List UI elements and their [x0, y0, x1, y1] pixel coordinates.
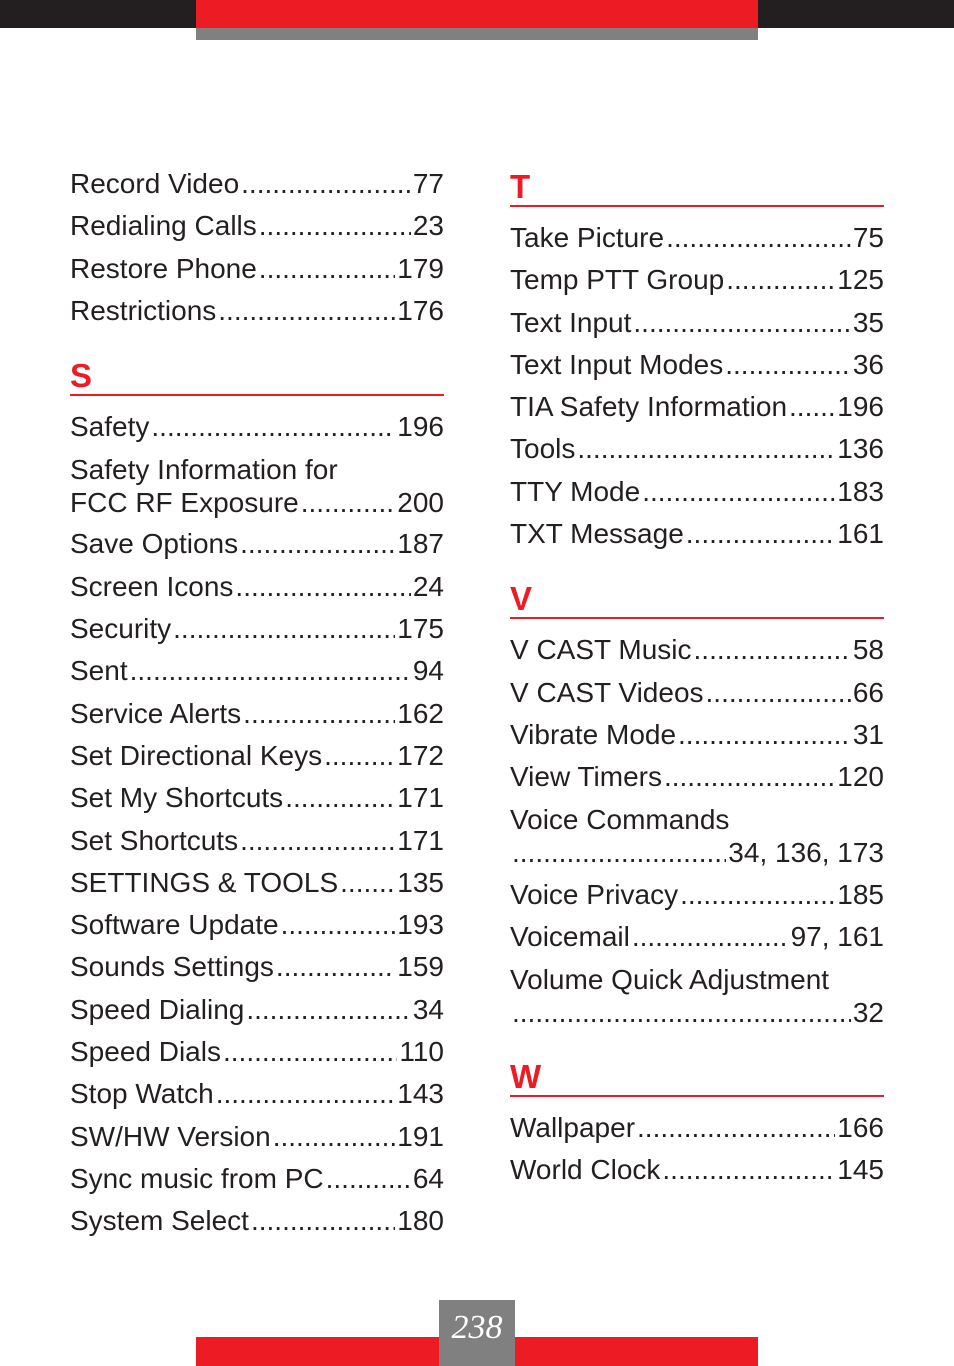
dot-leader — [285, 777, 395, 819]
index-entry — [70, 248, 444, 290]
index-page-ref: 23 — [412, 210, 444, 242]
index-page-ref: 135 — [397, 866, 444, 898]
header-bar-gray — [196, 28, 758, 40]
index-entry — [70, 163, 444, 205]
index-term: Restrictions — [70, 294, 217, 326]
index-entry — [70, 1158, 444, 1200]
index-term: Service Alerts — [70, 697, 242, 729]
index-entry — [510, 1107, 884, 1149]
index-page-ref: 75 — [852, 222, 884, 253]
dot-leader — [706, 672, 851, 714]
index-entry — [70, 777, 444, 819]
index-term: TXT Message — [510, 518, 684, 550]
index-term: Speed Dials — [70, 1036, 221, 1068]
index-entry — [70, 1031, 444, 1073]
index-entry — [70, 406, 444, 448]
index-section-s — [70, 352, 444, 1242]
index-term: Voice Privacy — [510, 878, 679, 910]
index-term: Stop Watch — [70, 1078, 214, 1110]
index-page-ref: 180 — [397, 1205, 444, 1237]
index-entry — [510, 302, 884, 344]
index-term: V CAST Music — [510, 634, 692, 666]
index-page-ref: 136 — [837, 433, 884, 465]
dot-leader — [281, 904, 396, 946]
index-entry — [70, 608, 444, 650]
index-term: Wallpaper — [510, 1112, 636, 1144]
dot-leader — [276, 946, 395, 988]
index-page-ref: 32 — [852, 996, 884, 1028]
index-page-ref: 171 — [397, 782, 444, 814]
index-entry — [510, 916, 884, 958]
index-entry — [510, 386, 884, 428]
dot-leader — [789, 386, 835, 428]
dot-leader — [637, 1107, 835, 1149]
dot-leader — [235, 566, 410, 608]
index-page-ref: 31 — [852, 718, 884, 750]
section-gap — [510, 1033, 884, 1053]
index-term: Text Input Modes — [510, 348, 724, 380]
index-page-ref: 179 — [397, 252, 444, 284]
dot-leader — [678, 714, 851, 756]
index-entry — [70, 566, 444, 608]
index-term: Tools — [510, 433, 576, 465]
dot-leader — [662, 1149, 835, 1191]
index-entry — [510, 513, 884, 555]
index-term: System Select — [70, 1205, 249, 1237]
section-gap — [70, 332, 444, 352]
index-page-ref: 176 — [397, 294, 444, 326]
section-letter-heading: V — [510, 575, 884, 619]
index-term: Software Update — [70, 909, 279, 941]
dot-leader — [577, 428, 835, 470]
index-entry — [510, 799, 884, 874]
index-term: Screen Icons — [70, 570, 234, 602]
index-term: Redialing Calls — [70, 210, 257, 242]
index-page-ref: 36 — [852, 348, 884, 380]
index-term: Take Picture — [510, 222, 665, 253]
index-entry — [70, 820, 444, 862]
dot-leader — [680, 874, 835, 916]
dot-leader — [251, 1200, 395, 1242]
index-page-ref: 193 — [397, 909, 444, 941]
index-term: Speed Dialing — [70, 993, 245, 1025]
index-section — [70, 163, 444, 332]
index-page-ref: 166 — [837, 1112, 884, 1144]
index-term: V CAST Videos — [510, 676, 704, 708]
index-page-ref: 94 — [412, 655, 444, 687]
index-term: TTY Mode — [510, 475, 641, 507]
index-term: SW/HW Version — [70, 1120, 271, 1152]
index-page-ref: 175 — [397, 613, 444, 645]
index-entry-continuation — [510, 996, 884, 1029]
index-term: Sounds Settings — [70, 951, 274, 983]
index-entry — [510, 259, 884, 301]
index-term: SETTINGS & TOOLS — [70, 866, 339, 898]
index-page-ref: 200 — [397, 486, 444, 518]
index-page-ref: 24 — [412, 570, 444, 602]
index-term: Vibrate Mode — [510, 718, 677, 750]
index-column-right — [510, 163, 884, 1192]
dot-leader — [241, 163, 411, 205]
index-page-ref: 159 — [397, 951, 444, 983]
index-entry — [70, 650, 444, 692]
index-page-ref: 143 — [397, 1078, 444, 1110]
index-entry — [510, 344, 884, 386]
index-page-ref: 34, 136, 173 — [728, 837, 884, 869]
index-term: Security — [70, 613, 172, 645]
dot-leader — [240, 820, 395, 862]
index-entry — [510, 217, 884, 259]
section-gap — [510, 555, 884, 575]
index-term: Safety — [70, 411, 150, 443]
dot-leader — [151, 406, 395, 448]
dot-leader — [273, 1116, 396, 1158]
dot-leader — [240, 523, 395, 565]
dot-leader — [725, 344, 851, 386]
dot-leader — [633, 302, 850, 344]
index-term: Restore Phone — [70, 252, 257, 284]
index-entry — [510, 428, 884, 470]
index-term: World Clock — [510, 1154, 661, 1186]
index-section-w — [510, 1053, 884, 1192]
index-section-v — [510, 575, 884, 1033]
index-entry — [70, 1116, 444, 1158]
index-entry — [510, 958, 884, 1033]
index-term-continued: FCC RF Exposure — [70, 486, 299, 518]
index-term: Volume Quick Adjustment — [510, 963, 830, 995]
dot-leader — [173, 608, 395, 650]
dot-leader — [216, 1073, 396, 1115]
dot-leader — [301, 486, 396, 519]
dot-leader — [632, 916, 789, 958]
page-number: 238 — [439, 1300, 515, 1366]
index-term: Sync music from PC — [70, 1162, 324, 1194]
index-entry — [510, 714, 884, 756]
index-entry — [70, 904, 444, 946]
index-page-ref: 66 — [852, 676, 884, 708]
index-entry — [70, 523, 444, 565]
index-section-t — [510, 163, 884, 555]
index-page-ref: 110 — [399, 1036, 444, 1068]
dot-leader — [326, 1158, 411, 1200]
dot-leader — [259, 248, 395, 290]
index-entry — [70, 448, 444, 523]
index-page-ref: 64 — [412, 1162, 444, 1194]
dot-leader — [259, 205, 411, 247]
index-entry — [510, 1149, 884, 1191]
index-entry — [70, 693, 444, 735]
dot-leader — [218, 290, 395, 332]
section-letter-heading: T — [510, 163, 884, 207]
index-entry — [70, 1073, 444, 1115]
index-term: Safety Information for — [70, 453, 338, 485]
index-page-ref: 185 — [837, 878, 884, 910]
index-term: Record Video — [70, 168, 240, 199]
dot-leader — [340, 862, 395, 904]
index-entry-continuation — [70, 486, 444, 519]
index-page-ref: 34 — [412, 993, 444, 1025]
dot-leader — [324, 735, 395, 777]
index-term: Set Directional Keys — [70, 739, 323, 771]
dot-leader — [246, 989, 411, 1031]
index-page-ref: 187 — [397, 528, 444, 560]
dot-leader — [686, 513, 836, 555]
dot-leader — [666, 217, 851, 259]
dot-leader — [664, 756, 835, 798]
index-entry — [510, 471, 884, 513]
dot-leader — [243, 693, 395, 735]
index-term: Temp PTT Group — [510, 264, 725, 296]
index-entry — [70, 862, 444, 904]
dot-leader — [512, 996, 851, 1029]
index-term: TIA Safety Information — [510, 391, 788, 423]
index-term: Voice Commands — [510, 804, 730, 836]
dot-leader — [130, 650, 411, 692]
index-entry — [70, 989, 444, 1031]
index-term: Set Shortcuts — [70, 824, 239, 856]
index-page-ref: 120 — [837, 761, 884, 793]
section-letter-heading: S — [70, 352, 444, 396]
index-term: Sent — [70, 655, 128, 687]
index-column-left — [70, 163, 444, 1243]
index-entry — [510, 874, 884, 916]
index-term: Text Input — [510, 306, 632, 338]
index-page-ref: 162 — [397, 697, 444, 729]
index-page-ref: 196 — [837, 391, 884, 423]
index-page-ref: 35 — [852, 306, 884, 338]
index-term: View Timers — [510, 761, 662, 793]
index-page-ref: 191 — [397, 1120, 444, 1152]
index-term: Voicemail — [510, 920, 630, 952]
index-page-ref: 97, 161 — [790, 920, 884, 952]
index-entry — [510, 629, 884, 671]
index-entry — [510, 672, 884, 714]
index-page-ref: 77 — [412, 168, 444, 199]
dot-leader — [642, 471, 835, 513]
index-entry — [510, 756, 884, 798]
index-page-ref: 172 — [397, 739, 444, 771]
dot-leader — [726, 259, 835, 301]
index-entry — [70, 735, 444, 777]
index-page-ref: 196 — [397, 411, 444, 443]
dot-leader — [223, 1031, 397, 1073]
index-page-ref: 58 — [852, 634, 884, 666]
index-page-ref: 161 — [837, 518, 884, 550]
section-letter-heading: W — [510, 1053, 884, 1097]
index-entry-continuation — [510, 836, 884, 869]
index-entry — [70, 205, 444, 247]
index-entry — [70, 946, 444, 988]
dot-leader — [512, 836, 726, 869]
index-entry — [70, 290, 444, 332]
index-page-ref: 125 — [837, 264, 884, 296]
header-bar-red — [196, 0, 758, 28]
index-term: Save Options — [70, 528, 239, 560]
index-page-ref: 183 — [837, 475, 884, 507]
index-page-ref: 145 — [837, 1154, 884, 1186]
index-page-ref: 171 — [397, 824, 444, 856]
dot-leader — [694, 629, 851, 671]
index-entry — [70, 1200, 444, 1242]
index-term: Set My Shortcuts — [70, 782, 284, 814]
